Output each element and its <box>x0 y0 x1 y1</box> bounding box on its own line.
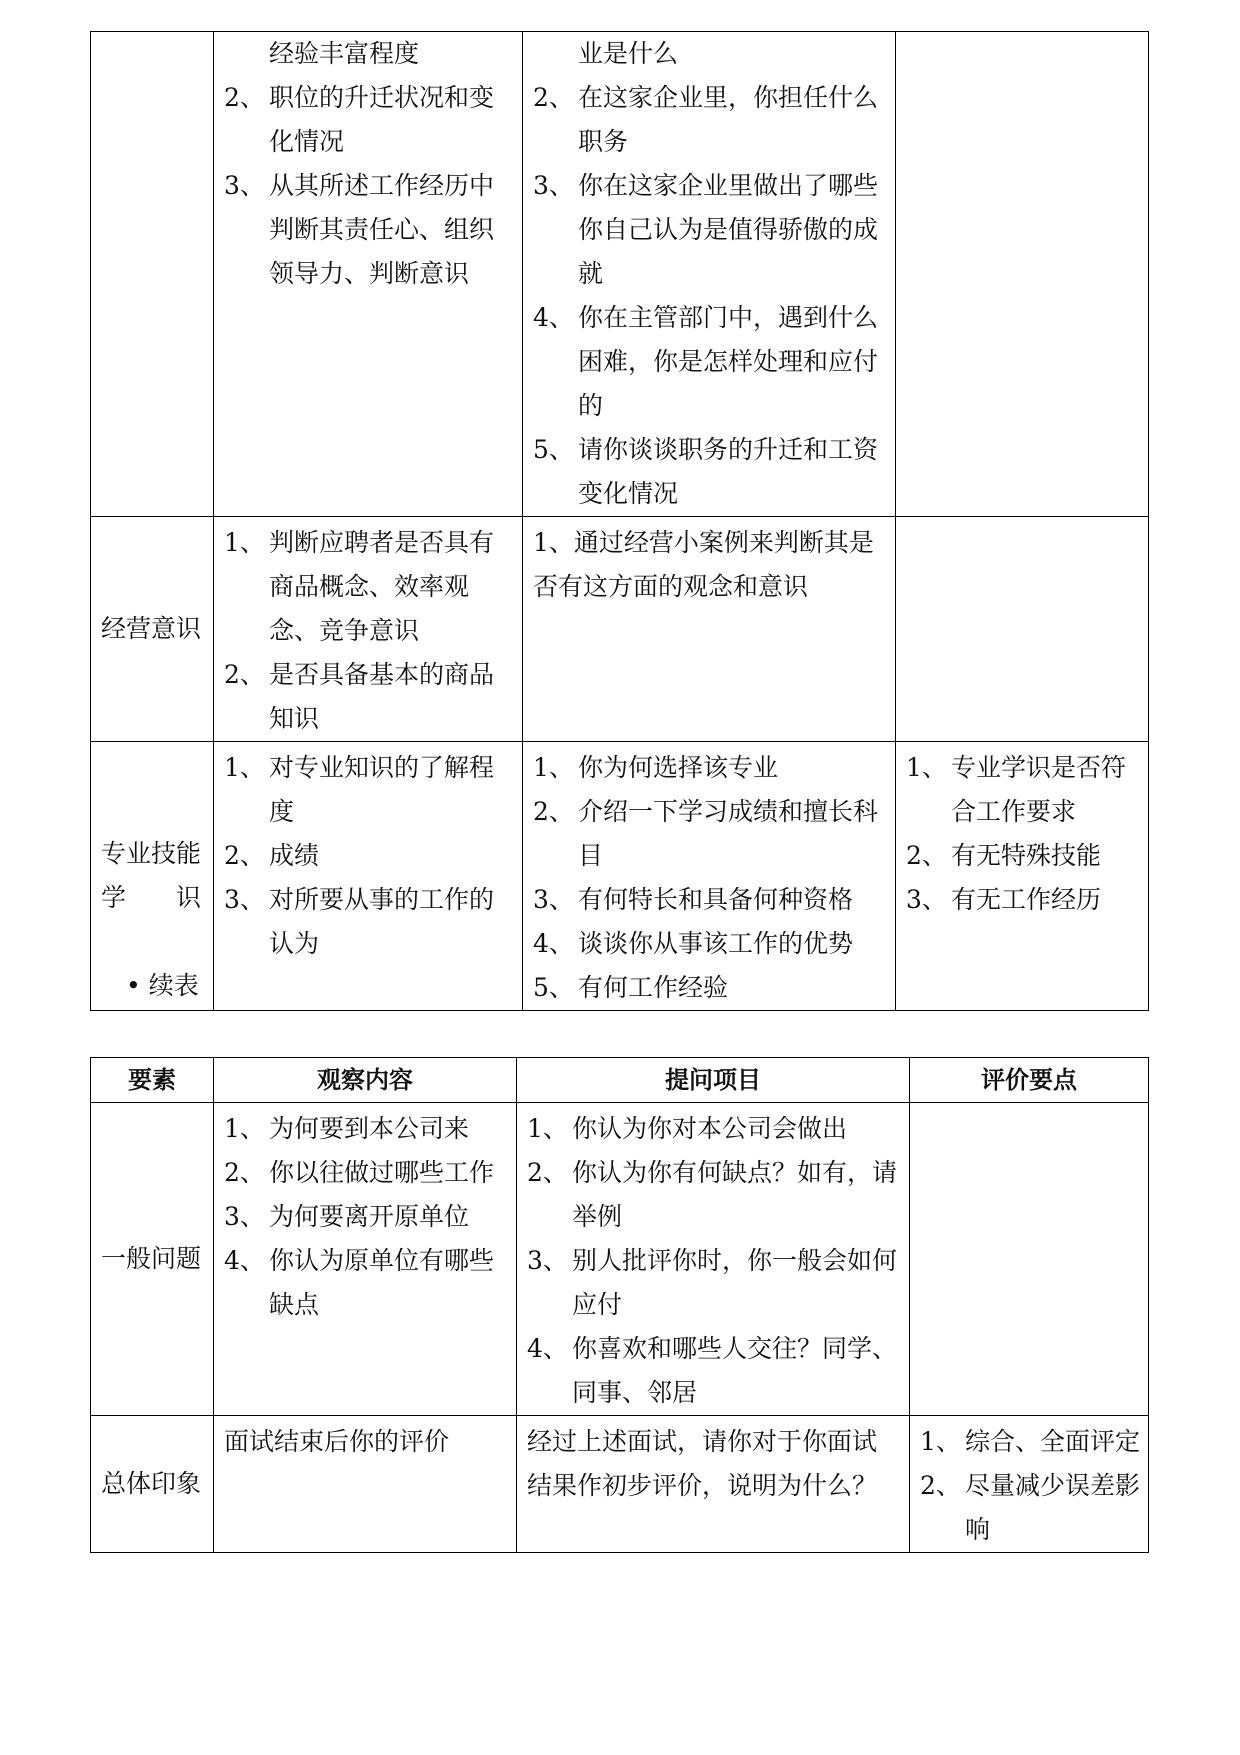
list-item: 1、 你认为你对本公司会做出 <box>527 1114 848 1143</box>
table-header-row <box>91 1058 1149 1103</box>
ask-text: 1、通过经营小案例来判断其是否有这方面的观念和意识 <box>533 528 874 601</box>
eval-cell <box>896 32 1149 517</box>
list-item: 1、 对专业知识的了解程度 <box>224 753 495 826</box>
table-row <box>91 1103 1149 1416</box>
continued-note: • 续表 <box>126 971 199 1000</box>
interview-table <box>90 1057 1149 1553</box>
observe-cell <box>214 1103 517 1416</box>
eval-cell <box>910 1416 1149 1553</box>
list-item: 2、 你以往做过哪些工作 <box>224 1158 495 1187</box>
list-item: 4、 你在主管部门中，遇到什么困难，你是怎样处理和应付的 <box>533 303 879 420</box>
list-item: 3、 别人批评你时，你一般会如何应付 <box>527 1246 898 1319</box>
list-item: 1、 判断应聘者是否具有商品概念、效率观念、竞争意识 <box>224 528 495 645</box>
element-label: 专业技能 <box>101 839 202 868</box>
list-item: 3、 对所要从事的工作的认为 <box>224 885 495 958</box>
observe-cell <box>214 517 523 742</box>
list-item: 3、 有何特长和具备何种资格 <box>533 885 854 914</box>
list-item: 2、 介绍一下学习成绩和擅长科目 <box>533 797 879 870</box>
list-item: 2、 成绩 <box>224 841 320 870</box>
list-item: 4、 你喜欢和哪些人交往？同学、同事、邻居 <box>527 1334 898 1407</box>
observe-cell <box>214 742 523 1011</box>
element-label-line2: 学 识 <box>101 883 201 912</box>
element-cell: 一般问题 <box>91 1103 214 1416</box>
table-row <box>91 1416 1149 1553</box>
list-item: 3、 有无工作经历 <box>906 885 1102 914</box>
list-item: 5、 有何工作经验 <box>533 973 729 1002</box>
element-cell: 经营意识 <box>91 517 214 742</box>
eval-cell <box>896 742 1149 1011</box>
list-item: 1、 你为何选择该专业 <box>533 753 779 782</box>
table-row <box>91 517 1149 742</box>
list-item: 1、 为何要到本公司来 <box>224 1114 470 1143</box>
list-item: 2、 尽量减少误差影响 <box>920 1471 1141 1544</box>
list-item: 经验丰富程度 <box>269 39 420 68</box>
interview-table-continued <box>90 31 1149 1011</box>
eval-cell <box>910 1103 1149 1416</box>
list-item: 5、 请你谈谈职务的升迁和工资变化情况 <box>533 435 879 508</box>
table-row <box>91 32 1149 517</box>
list-item: 3、 从其所述工作经历中判断其责任心、组织领导力、判断意识 <box>224 171 495 288</box>
list-item: 1、 专业学识是否符合工作要求 <box>906 753 1127 826</box>
observe-cell <box>214 32 523 517</box>
column-header: 观察内容 <box>214 1058 517 1103</box>
list-item: 2、 职位的升迁状况和变化情况 <box>224 83 495 156</box>
list-item: 业是什么 <box>578 39 679 68</box>
list-item: 2、 在这家企业里，你担任什么职务 <box>533 83 879 156</box>
list-item: 2、 是否具备基本的商品知识 <box>224 660 495 733</box>
table-row <box>91 742 1149 1011</box>
list-item: 4、 你认为原单位有哪些缺点 <box>224 1246 495 1319</box>
ask-cell <box>523 742 896 1011</box>
list-item: 4、 谈谈你从事该工作的优势 <box>533 929 854 958</box>
element-cell: 总体印象 <box>91 1416 214 1553</box>
observe-cell: 面试结束后你的评价 <box>214 1416 517 1553</box>
list-item: 3、 为何要离开原单位 <box>224 1202 470 1231</box>
ask-cell <box>517 1103 910 1416</box>
ask-cell: 经过上述面试，请你对于你面试结果作初步评价，说明为什么？ <box>517 1416 910 1553</box>
ask-cell <box>523 32 896 517</box>
eval-cell <box>896 517 1149 742</box>
list-item: 1、 综合、全面评定 <box>920 1427 1141 1456</box>
column-header: 评价要点 <box>910 1058 1149 1103</box>
element-cell <box>91 32 214 517</box>
column-header: 要素 <box>91 1058 214 1103</box>
list-item: 2、 你认为你有何缺点？如有，请举例 <box>527 1158 898 1231</box>
list-item: 2、 有无特殊技能 <box>906 841 1102 870</box>
ask-cell <box>523 517 896 742</box>
list-item: 3、 你在这家企业里做出了哪些你自己认为是值得骄傲的成就 <box>533 171 879 288</box>
column-header: 提问项目 <box>517 1058 910 1103</box>
